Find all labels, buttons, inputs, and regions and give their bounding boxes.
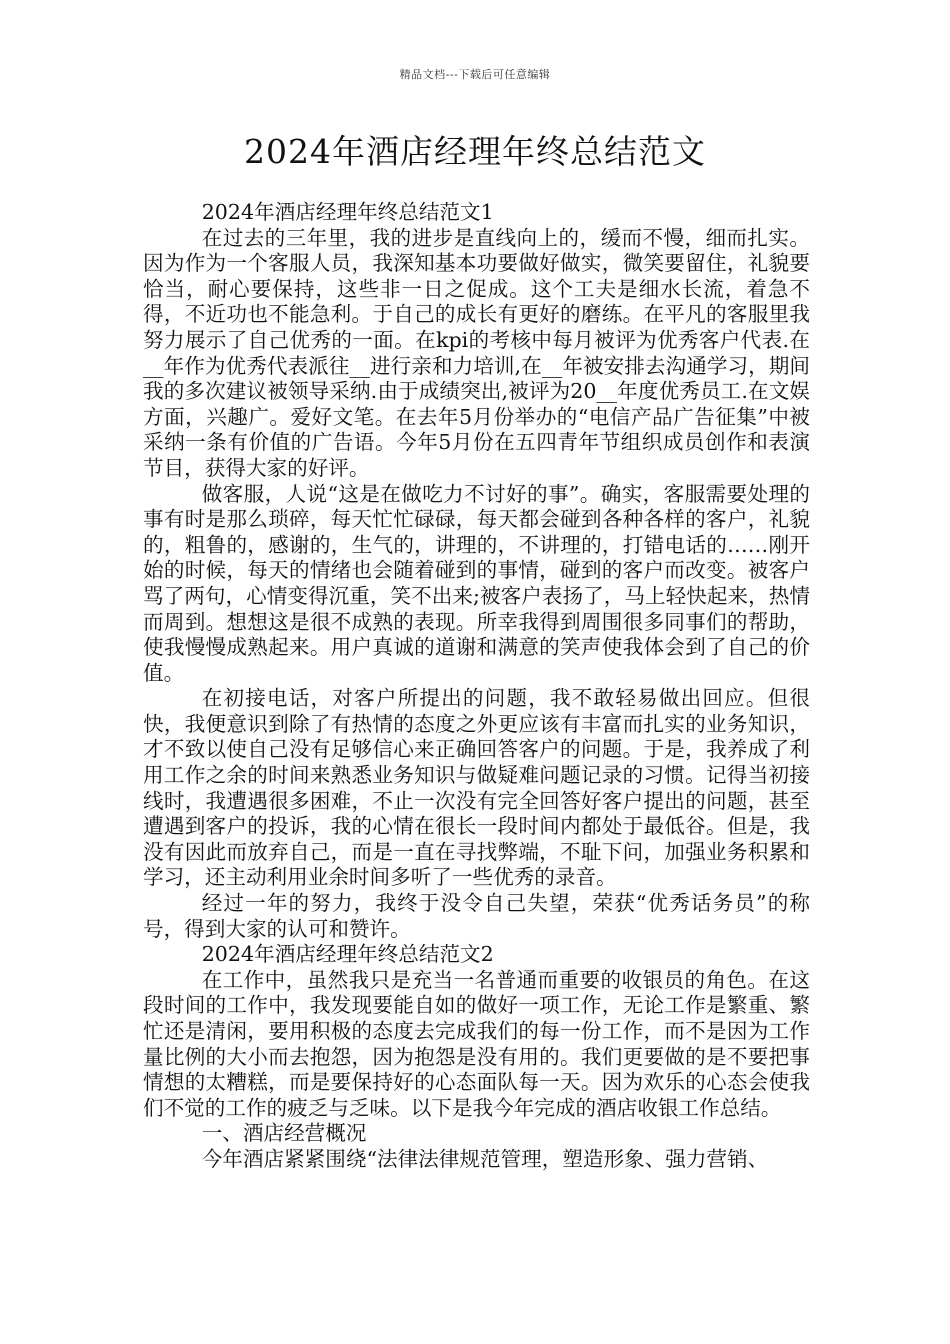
section-heading: 2024年酒店经理年终总结范文2	[201, 942, 494, 967]
paragraph: 在工作中，虽然我只是充当一名普通而重要的收银员的角色。在这段时间的工作中，我发现要能自如的做好一项工作，无论工作是繁重、繁忙还是清闲，要用积极的态度去完成我们的每一份工作，而不是因为工作量比例的大小而去抱怨，因为抱怨是没有用的。我们更要做的是不要把事情想的太糟糕，而是要保持好的心态面队每一天。因为欢乐的心态会使我们不觉的工作的疲乏与乏味。以下是我今年完成的酒店收银工作总结。	[143, 967, 810, 1120]
section-heading: 2024年酒店经理年终总结范文1	[201, 200, 494, 224]
paragraph: 在初接电话，对客户所提出的问题，我不敢轻易做出回应。但很快，我便意识到除了有热情的态度之外更应该有丰富而扎实的业务知识，才不致以使自己没有足够信心来正确回答客户的问题。于是，我养成了利用工作之余的时间来熟悉业务知识与做疑难问题记录的习惯。记得当初接线时，我遭遇很多困难，不止一次没有完全回答好客户提出的问题，甚至遭遇到客户的投诉，我的心情在很长一段时间内都处于最低谷。但是，我没有因此而放弃自己，而是一直在寻找弊端，不耻下问，加强业务积累和学习，还主动利用业余时间多听了一些优秀的录音。	[143, 686, 810, 890]
paragraph: 经过一年的努力，我终于没令自己失望，荣获“优秀话务员”的称号，得到大家的认可和赞许。	[143, 891, 810, 941]
document-title: 2024年酒店经理年终总结范文	[244, 132, 706, 171]
paragraph: 今年酒店紧紧围绕“法律法律规范管理，塑造形象、强力营销、	[201, 1146, 769, 1171]
document-body	[143, 200, 810, 1173]
subsection-heading: 一、酒店经营概况	[201, 1121, 367, 1146]
paragraph: 在过去的三年里，我的进步是直线向上的，缓而不慢，细而扎实。因为作为一个客服人员，我深知基本功要做好做实，微笑要留住，礼貌要恰当，耐心要保持，这些非一日之促成。这个工夫是细水长流，着急不得，不近功也不能急利。于自己的成长有更好的磨练。在平凡的客服里我努力展示了自己优秀的一面。在kpi的考核中每月被评为优秀客户代表.在__年作为优秀代表派往__进行亲和力培训,在__年被安排去沟通学习，期间我的多次建议被领导采纳.由于成绩突出,被评为20__年度优秀员工.在文娱方面，兴趣广。爱好文笔。在去年5月份举办的“电信产品广告征集”中被采纳一条有价值的广告语。今年5月份在五四青年节组织成员创作和表演节目，获得大家的好评。	[143, 225, 810, 480]
paragraph: 做客服，人说“这是在做吃力不讨好的事”。确实，客服需要处理的事有时是那么琐碎，每天忙忙碌碌，每天都会碰到各种各样的客户，礼貌的，粗鲁的，感谢的，生气的，讲理的，不讲理的，打错电话的……刚开始的时候，每天的情绪也会随着碰到的事情，碰到的客户而改变。被客户骂了两句，心情变得沉重，笑不出来;被客户表扬了，马上轻快起来，热情而周到。想想这是很不成熟的表现。所幸我得到周围很多同事们的帮助，使我慢慢成熟起来。用户真诚的道谢和满意的笑声使我体会到了自己的价值。	[143, 481, 810, 685]
header-note: 精品文档---下载后可任意编辑	[399, 68, 551, 81]
